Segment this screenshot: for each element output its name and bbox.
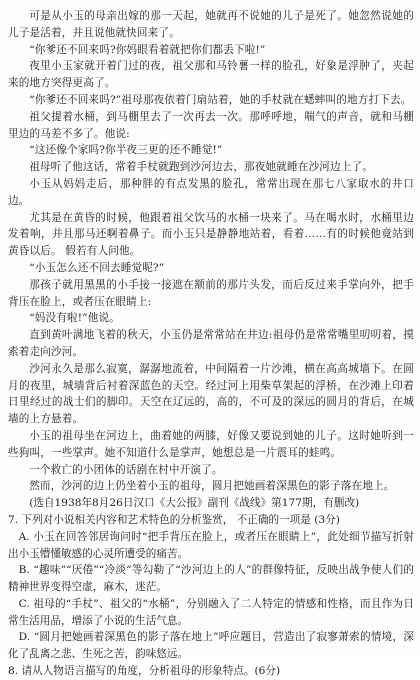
question-7-option-a: A. 小玉在回答邻居询问时“把手背压在脸上，或者压在眼睛上”，此处细节描写折射出小玉懵懂敏感的心灵所遭受的痛苦。 (8, 530, 414, 560)
passage-paragraph: 直到黄叶满地飞着的秋天，小玉仍是常常站在井边:祖母仍是常常嘴里叨叨着，摸索着走向沙河。 (8, 329, 414, 358)
question-7-option-d: D. “圆月把她画着深黑色的影子落在地上”呼应题目，营造出了寂寥萧索的情境，深化了乱离之悲、生死之苦，韵味悠远。 (8, 631, 414, 661)
question-8 (8, 663, 414, 680)
passage-paragraph: “你爹还不回来吗?你妈眼看着就把你们都丢下啦!” (29, 43, 266, 56)
passage-paragraph: 沙河永久是那么寂寞，潺潺地流着，中间隔着一片沙滩，横在高高城墙下。在圆月的夜里，城墙背后衬着深蓝色的天空。经过河上用柴草架起的浮桥，在沙滩上印着日里经过的战士们的脚印。天空在辽远的，高的，不可及的深远的圆月的背后，在城墙的上方悬着。 (8, 362, 414, 426)
passage-paragraph: 小玉的祖母坐在河边上，曲着她的两膝，好像又要说到她的儿子。这时她听到一些狗叫，一些掌声。她不知道什么是掌声，她想总是一片震耳的蛙鸣。 (8, 429, 414, 459)
source-citation: (选自1938年8月26日汉口《大公报》副刊《战线》第177期，有删改) (29, 497, 360, 510)
question-7-title: 7. 下列对小说相关内容和艺术特色的分析鉴赏， 不正确的一项是 (3分) (8, 513, 340, 526)
passage-paragraph: “妈没有啦!”他说。 (29, 312, 120, 325)
passage-paragraph: 尤其是在黄昏的时候，他跟着祖父饮马的水桶一块来了。马在喝水时，水桶里边发着响，并且那马还啊着鼻子。而小玉只是静静地站着，看着……有的时候他竟站到黄昏以后。 假若有人问他。 (8, 211, 414, 258)
passage-paragraph: 祖母听了他这话，常着手杖就跑到沙河边去，那夜她就睡在沙河边上了。 (29, 161, 373, 174)
passage-paragraph: 夜里小玉家就开着门过的夜，祖父那和马铃薯一样的脸孔，好象是浮肿了，夹起来的地方突得更高了。 (8, 60, 414, 90)
passage-paragraph: 小玉从妈妈走后，那种胖的有点发黑的脸孔，常常出现在那七八家取水的井口边。 (8, 177, 414, 207)
passage-paragraph: 然而，沙河的边上仍坐着小玉的祖母，圆月把她画着深黑色的影子落在地上。 (29, 480, 395, 493)
passage-paragraph: 一个救亡的小团体的话剧在村中开演了。 (29, 463, 223, 476)
passage-paragraph: “这还像个家吗?你半夜三更的还不睡觉!” (29, 144, 223, 157)
passage-paragraph: “你爹还不回来吗?”祖母那夜依着门扇站着，她的手杖就在蟋蟀叫的地方打下去。 (29, 93, 412, 106)
question-7-option-b: B. “趣味”“厌倦”“冷淡”等勾勒了“沙河边上的人”的群像特征，反映出战争使人们的精神世界变得空虚，麻木，迷茫。 (8, 564, 414, 594)
question-7 (8, 512, 414, 663)
passage-paragraph: 那孩子就用黑黑的小手接一接遮在额前的那片头发，而后反过来手掌向外，把手背压在脸上，或者压在眼睛上: (8, 278, 414, 308)
passage-paragraph: “小玉怎么还不回去睡觉呢?” (29, 261, 165, 274)
passage-body (8, 8, 414, 495)
question-7-option-c: C. 祖母的“手杖”、祖父的“水桶”，分别融入了二人特定的情感和性格，而且作为日常生活用品，增添了小说的生活气息。 (8, 597, 414, 627)
passage-paragraph: 可是从小玉的母亲出嫁的那一天起，她就再不说她的儿子是死了。她忽然说她的儿子是活着，并且说他就快回来了。 (8, 10, 414, 39)
question-8-title: 8. 请从人物语言描写的角度，分析祖母的形象特点。(6分) (8, 665, 281, 678)
passage-paragraph: 祖父提着水桶，到马棚里去了一次再去一次。那呼呼地，喘气的声音，就和马棚里边的马差不多了。他说: (8, 110, 414, 140)
